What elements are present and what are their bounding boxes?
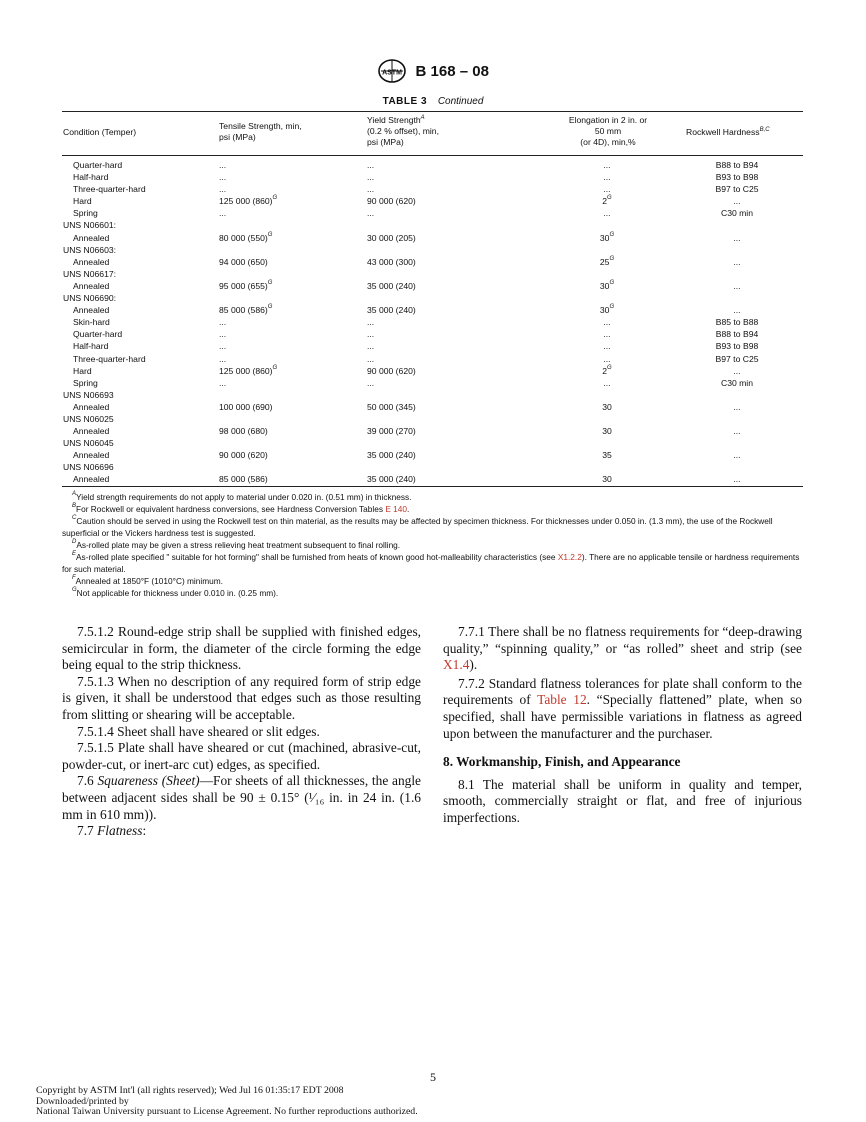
cell-condition: Annealed xyxy=(73,232,110,243)
cell-yield: ... xyxy=(367,353,375,364)
cell-tensile: 94 000 (650) xyxy=(219,256,268,267)
column-header-tensile: Tensile Strength, min, psi (MPa) xyxy=(219,121,302,142)
cell-rockwell: ... xyxy=(733,196,741,207)
paragraph-8-1: 8.1 The material shall be uniform in quality and temper, smooth, commercially straight or flat, and free of injurious imperfections. xyxy=(443,776,802,825)
cell-elongation: ... xyxy=(603,172,611,183)
cell-elongation: $30^G$ xyxy=(599,304,615,316)
astm-logo-icon xyxy=(377,58,407,84)
cell-condition: Annealed xyxy=(73,426,110,437)
cell-tensile: 125 000 $(860)^G$ xyxy=(219,364,278,376)
cell-tensile: ... xyxy=(219,329,227,340)
cell-condition: UNS N06693 xyxy=(63,389,114,400)
table-number: TABLE 3 xyxy=(382,96,428,107)
cell-yield: 50 000 (345) xyxy=(367,401,416,412)
table-row xyxy=(62,171,803,183)
cell-condition: UNS N06617: xyxy=(63,268,117,279)
cell-tensile: ... xyxy=(219,208,227,219)
column-header-condition: Condition (Temper) xyxy=(63,127,137,137)
cell-yield: 35 000 (240) xyxy=(367,450,416,461)
table-row xyxy=(62,401,803,413)
footer-line-1: Copyright by ASTM Int'l (all rights reserved); Wed Jul 16 01:35:17 EDT 2008 xyxy=(36,1085,344,1096)
cell-tensile: 100 000 (690) xyxy=(219,401,273,412)
paragraph-7-7-1: 7.7.1 There shall be no flatness requirements for “deep-drawing quality,” “spinning quality,” or “as rolled” sheet and strip (see X1.4). xyxy=(443,624,802,673)
cell-yield: ... xyxy=(367,317,375,328)
cell-yield: ... xyxy=(367,160,375,170)
cell-elongation: ... xyxy=(603,329,611,340)
table-row xyxy=(62,219,803,231)
link-x1-2-2[interactable]: X1.2.2 xyxy=(557,552,582,562)
cell-tensile: ... xyxy=(219,377,227,388)
table-row xyxy=(62,304,803,316)
paragraph-7-5-1-5: 7.5.1.5 Plate shall have sheared or cut (machined, abrasive-cut, powder-cut, or inert-arc cut) edges, as specified. xyxy=(62,740,421,772)
link-e140[interactable]: E 140 xyxy=(385,504,407,514)
column-header-yield: Yield Strength$^A$ (0.2 % offset), min, psi (MPa) xyxy=(367,115,439,147)
cell-condition: UNS N06045 xyxy=(63,438,114,449)
cell-tensile: 95 000 $(655)^G$ xyxy=(219,279,273,291)
cell-tensile: 98 000 (680) xyxy=(219,426,268,437)
cell-condition: Spring xyxy=(73,208,98,219)
table-row xyxy=(62,232,803,244)
table-row xyxy=(62,365,803,377)
cell-condition: Annealed xyxy=(73,474,110,485)
table-caption xyxy=(0,96,866,107)
section-heading-8: 8. Workmanship, Finish, and Appearance xyxy=(443,754,681,770)
table-row xyxy=(62,328,803,340)
table-row xyxy=(62,268,803,280)
cell-yield: 30 000 (205) xyxy=(367,232,416,243)
footnote-e: $^E$As-rolled plate specified " suitable for hot forming" shall be furnished from heats of known good hot-malleability characteristics (see X1.2.2). There are no applicable tensile or hardness requirements for such material. xyxy=(62,551,800,574)
column-header-elongation: Elongation in 2 in. or 50 mm (or 4D), min,% xyxy=(568,115,648,147)
cell-yield: ... xyxy=(367,172,375,183)
table-row xyxy=(62,195,803,207)
footnote-d: $^D$As-rolled plate may be given a stress relieving heat treatment subsequent to final rolling. xyxy=(72,539,401,550)
table-row xyxy=(62,256,803,268)
cell-elongation: 30 xyxy=(602,426,612,437)
cell-rockwell: B93 to B98 xyxy=(715,172,759,183)
cell-condition: Quarter-hard xyxy=(73,329,123,340)
footnote-a: $^A$Yield strength requirements do not apply to material under 0.020 in. (0.51 mm) in thickness. xyxy=(72,491,412,502)
cell-rockwell: C30 min xyxy=(721,208,753,219)
cell-elongation: ... xyxy=(603,160,611,170)
cell-rockwell: B88 to B94 xyxy=(715,329,759,340)
cell-elongation: ... xyxy=(603,317,611,328)
cell-elongation: $25^G$ xyxy=(599,255,615,267)
body-column-left xyxy=(62,624,421,840)
page-number: 5 xyxy=(430,1070,436,1084)
cell-yield: 39 000 (270) xyxy=(367,426,416,437)
cell-condition: Annealed xyxy=(73,256,110,267)
cell-rockwell: B85 to B88 xyxy=(715,317,759,328)
cell-yield: ... xyxy=(367,184,375,195)
cell-condition: Hard xyxy=(73,365,92,376)
table-top-rule xyxy=(62,111,803,112)
cell-rockwell: B93 to B98 xyxy=(715,341,759,352)
cell-rockwell: ... xyxy=(733,280,741,291)
cell-condition: Three-quarter-hard xyxy=(73,184,146,195)
footnote-c: $^C$Caution should be served in using the Rockwell test on thin material, as the results may be affected by specimen thickness. For thicknesses under 0.050 in. (1.3 mm), the use of the Rockwell superficial or the Vickers hardness test is suggested. xyxy=(62,515,773,538)
cell-condition: Quarter-hard xyxy=(73,160,123,170)
cell-rockwell: B97 to C25 xyxy=(715,353,759,364)
cell-tensile: 85 000 (586) xyxy=(219,474,268,485)
table-row xyxy=(62,183,803,195)
footer-line-3: National Taiwan University pursuant to License Agreement. No further reproductions authorized. xyxy=(36,1106,418,1118)
cell-yield: 35 000 (240) xyxy=(367,474,416,485)
table-header-rule xyxy=(62,155,803,156)
cell-elongation: $2^G$ xyxy=(602,195,612,207)
cell-rockwell: ... xyxy=(733,305,741,316)
cell-yield: ... xyxy=(367,208,375,219)
paragraph-7-7: 7.7 Flatness: xyxy=(77,823,147,839)
cell-condition: UNS N06696 xyxy=(63,462,114,473)
cell-condition: Spring xyxy=(73,377,98,388)
cell-tensile: ... xyxy=(219,341,227,352)
paragraph-7-7-2: 7.7.2 Standard flatness tolerances for plate shall conform to the requirements of Table 12. “Specially flattened” plate, when so specified, shall have permissible variations in flatness as agreed upon between the manufacturer and the purchaser. xyxy=(443,675,802,741)
cell-elongation: ... xyxy=(603,341,611,352)
column-header-rockwell: Rockwell Hardness$^{B,C}$ xyxy=(686,127,770,137)
cell-tensile: ... xyxy=(219,160,227,170)
cell-elongation: ... xyxy=(603,184,611,195)
cell-yield: ... xyxy=(367,341,375,352)
cell-condition: Hard xyxy=(73,196,92,207)
copyright-footer xyxy=(36,1086,418,1118)
cell-yield: ... xyxy=(367,329,375,340)
paragraph-7-5-1-2: 7.5.1.2 Round-edge strip shall be supplied with finished edges, semicircular in form, the diameter of the circle forming the edge being equal to the strip thickness. xyxy=(62,624,421,673)
footnote-b: $^B$For Rockwell or equivalent hardness conversions, see Hardness Conversion Tables E 140. xyxy=(72,503,410,514)
cell-elongation: 35 xyxy=(602,450,612,461)
cell-rockwell: C30 min xyxy=(721,377,753,388)
cell-rockwell: ... xyxy=(733,401,741,412)
cell-condition: Three-quarter-hard xyxy=(73,353,146,364)
cell-rockwell: ... xyxy=(733,450,741,461)
cell-tensile: 80 000 $(550)^G$ xyxy=(219,231,273,243)
cell-rockwell: B97 to C25 xyxy=(715,184,759,195)
cell-yield: 90 000 (620) xyxy=(367,365,416,376)
table-row xyxy=(62,292,803,304)
table-row xyxy=(62,353,803,365)
table-row xyxy=(62,280,803,292)
cell-condition: UNS N06690: xyxy=(63,293,117,304)
table-row xyxy=(62,461,803,473)
cell-tensile: ... xyxy=(219,172,227,183)
paragraph-7-5-1-3: 7.5.1.3 When no description of any required form of strip edge is given, it shall be understood that edges such as those resulting from slitting or shearing will be acceptable. xyxy=(62,673,421,722)
cell-condition: UNS N06025 xyxy=(63,413,114,424)
cell-tensile: 90 000 (620) xyxy=(219,450,268,461)
cell-tensile: ... xyxy=(219,317,227,328)
cell-rockwell: ... xyxy=(733,426,741,437)
footnote-g: $^G$Not applicable for thickness under 0.010 in. (0.25 mm). xyxy=(72,587,279,598)
table-row xyxy=(62,340,803,352)
cell-yield: ... xyxy=(367,377,375,388)
cell-elongation: $30^G$ xyxy=(599,279,615,291)
cell-yield: 35 000 (240) xyxy=(367,305,416,316)
cell-condition: UNS N06601: xyxy=(63,220,117,231)
cell-elongation: ... xyxy=(603,208,611,219)
cell-elongation: 30 xyxy=(602,401,612,412)
cell-tensile: ... xyxy=(219,184,227,195)
cell-condition: Skin-hard xyxy=(73,317,110,328)
table-row xyxy=(62,377,803,389)
table-row xyxy=(62,244,803,256)
cell-condition: Half-hard xyxy=(73,172,109,183)
table-bottom-rule xyxy=(62,486,803,487)
cell-yield: 43 000 (300) xyxy=(367,256,416,267)
footer-line-2: Downloaded/printed by xyxy=(36,1095,129,1107)
table-row xyxy=(62,207,803,219)
cell-rockwell: ... xyxy=(733,232,741,243)
cell-condition: Half-hard xyxy=(73,341,109,352)
paragraph-7-5-1-4: 7.5.1.4 Sheet shall have sheared or slit edges. xyxy=(77,723,320,739)
body-column-right xyxy=(443,624,802,827)
table-row xyxy=(62,413,803,425)
cell-tensile: 85 000 $(586)^G$ xyxy=(219,304,273,316)
cell-elongation: 30 xyxy=(602,474,612,485)
cell-elongation: $2^G$ xyxy=(602,364,612,376)
cell-rockwell: ... xyxy=(733,365,741,376)
table-body xyxy=(62,159,803,486)
cell-tensile: ... xyxy=(219,353,227,364)
cell-yield: 90 000 (620) xyxy=(367,196,416,207)
cell-condition: Annealed xyxy=(73,280,110,291)
cell-rockwell: B88 to B94 xyxy=(715,160,759,170)
table-row xyxy=(62,449,803,461)
paragraph-7-6: 7.6 Squareness (Sheet)—For sheets of all thicknesses, the angle between adjacent sides shall be 90 ± 0.15° (¹⁄₁₆ in. in 24 in. (1.6 mm in 610 mm)). xyxy=(62,773,421,822)
table-row xyxy=(62,159,803,171)
link-x1-4[interactable]: X1.4 xyxy=(443,657,470,673)
standard-designation: B 168 – 08 xyxy=(415,62,489,80)
cell-condition: Annealed xyxy=(73,305,110,316)
table-continued: Continued xyxy=(437,96,484,107)
cell-condition: UNS N06603: xyxy=(63,244,117,255)
cell-elongation: ... xyxy=(603,353,611,364)
table-footnotes xyxy=(62,491,803,599)
document-header xyxy=(0,58,866,84)
table-row xyxy=(62,425,803,437)
cell-rockwell: ... xyxy=(733,256,741,267)
link-table-12[interactable]: Table 12 xyxy=(537,692,587,708)
cell-elongation: ... xyxy=(603,377,611,388)
table-row xyxy=(62,473,803,485)
cell-yield: 35 000 (240) xyxy=(367,280,416,291)
footnote-f: $^F$Annealed at 1850°F (1010°C) minimum. xyxy=(72,575,223,586)
cell-condition: Annealed xyxy=(73,401,110,412)
table-row xyxy=(62,437,803,449)
cell-elongation: $30^G$ xyxy=(599,231,615,243)
cell-condition: Annealed xyxy=(73,450,110,461)
table-row xyxy=(62,389,803,401)
cell-rockwell: ... xyxy=(733,474,741,485)
astm-logo-text: ASTM xyxy=(382,69,402,77)
cell-tensile: 125 000 $(860)^G$ xyxy=(219,195,278,207)
table-row xyxy=(62,316,803,328)
